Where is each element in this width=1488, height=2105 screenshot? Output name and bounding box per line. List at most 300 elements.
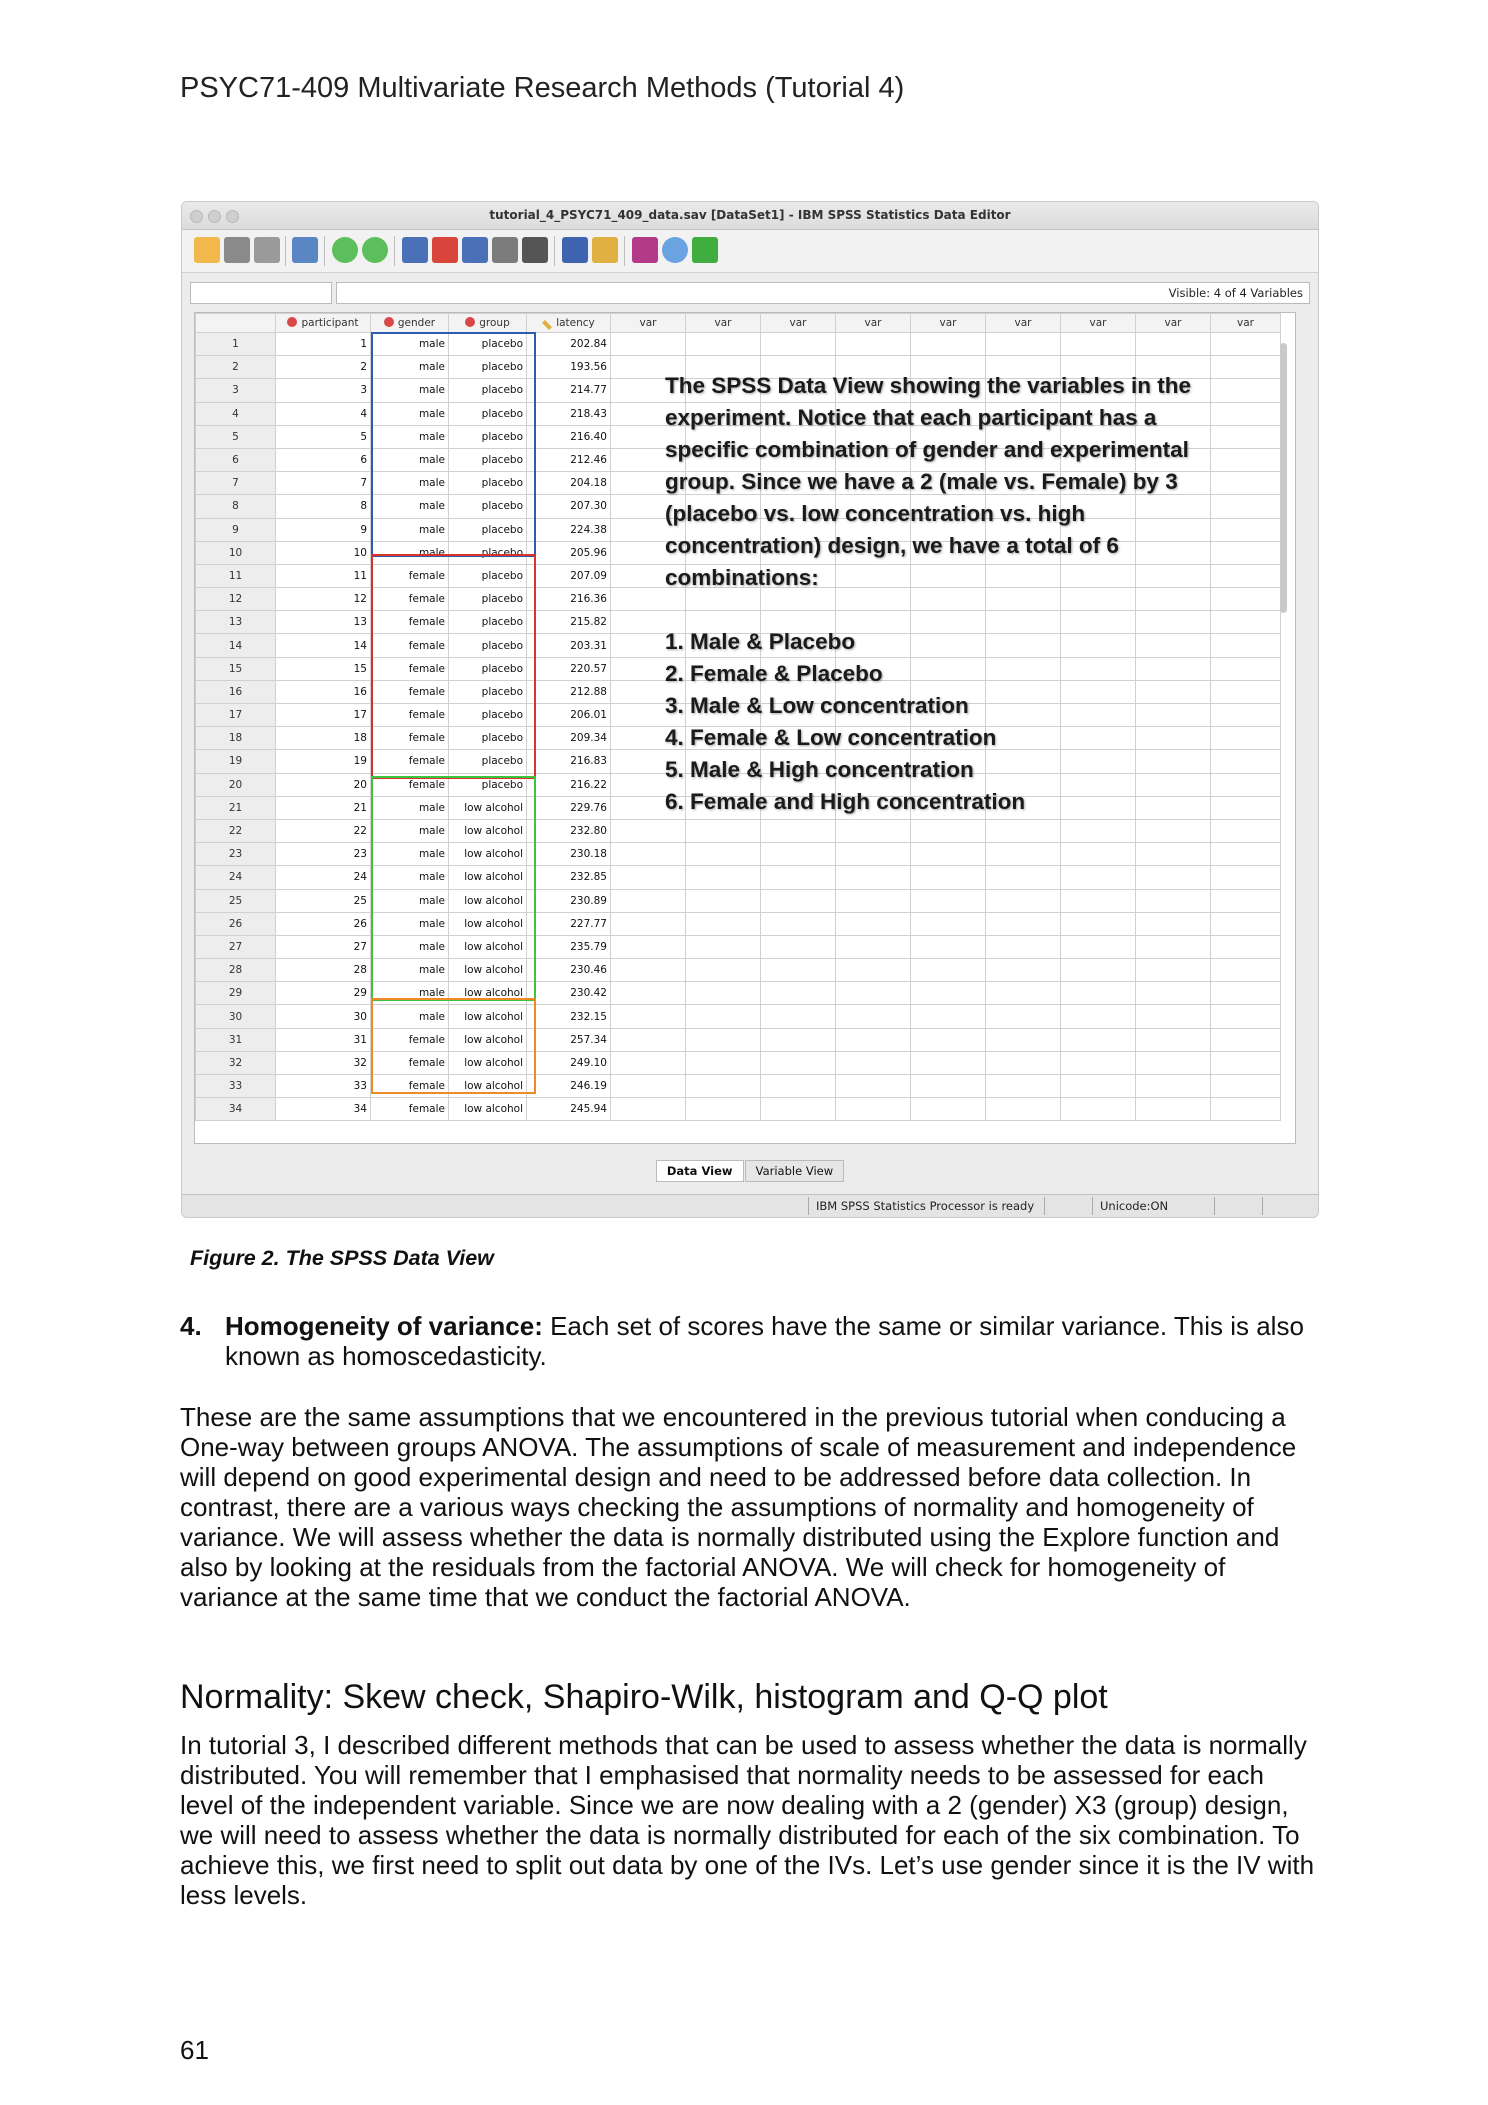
row-number[interactable]: 16: [196, 680, 276, 703]
latency-cell[interactable]: 245.94: [527, 1098, 611, 1121]
group-cell[interactable]: low alcohol: [449, 1051, 527, 1074]
column-header[interactable]: var: [611, 314, 686, 333]
group-cell[interactable]: placebo: [449, 564, 527, 587]
empty-cell[interactable]: [611, 959, 686, 982]
gender-cell[interactable]: male: [371, 935, 449, 958]
empty-cell[interactable]: [761, 819, 836, 842]
group-cell[interactable]: placebo: [449, 657, 527, 680]
latency-cell[interactable]: 230.18: [527, 843, 611, 866]
empty-cell[interactable]: [686, 819, 761, 842]
empty-cell[interactable]: [911, 1098, 986, 1121]
goto-case-icon[interactable]: [402, 237, 428, 263]
participant-cell[interactable]: 10: [276, 541, 371, 564]
gender-cell[interactable]: male: [371, 379, 449, 402]
empty-cell[interactable]: [1211, 1051, 1281, 1074]
goto-variable-icon[interactable]: [432, 237, 458, 263]
empty-cell[interactable]: [911, 1051, 986, 1074]
gender-cell[interactable]: female: [371, 1075, 449, 1098]
empty-cell[interactable]: [1211, 1005, 1281, 1028]
row-number[interactable]: 7: [196, 472, 276, 495]
participant-cell[interactable]: 2: [276, 356, 371, 379]
empty-cell[interactable]: [611, 912, 686, 935]
empty-cell[interactable]: [611, 1075, 686, 1098]
row-number[interactable]: 19: [196, 750, 276, 773]
group-cell[interactable]: placebo: [449, 356, 527, 379]
column-header[interactable]: var: [836, 314, 911, 333]
row-number[interactable]: 11: [196, 564, 276, 587]
participant-cell[interactable]: 9: [276, 518, 371, 541]
row-number[interactable]: 29: [196, 982, 276, 1005]
participant-cell[interactable]: 19: [276, 750, 371, 773]
redo-icon[interactable]: [362, 237, 388, 263]
gender-cell[interactable]: male: [371, 541, 449, 564]
empty-cell[interactable]: [1136, 982, 1211, 1005]
gender-cell[interactable]: male: [371, 448, 449, 471]
empty-cell[interactable]: [761, 843, 836, 866]
gender-cell[interactable]: female: [371, 611, 449, 634]
latency-cell[interactable]: 230.89: [527, 889, 611, 912]
empty-cell[interactable]: [986, 982, 1061, 1005]
latency-cell[interactable]: 232.15: [527, 1005, 611, 1028]
latency-cell[interactable]: 218.43: [527, 402, 611, 425]
participant-cell[interactable]: 22: [276, 819, 371, 842]
empty-cell[interactable]: [1211, 1028, 1281, 1051]
latency-cell[interactable]: 216.40: [527, 425, 611, 448]
empty-cell[interactable]: [836, 1098, 911, 1121]
empty-cell[interactable]: [1136, 935, 1211, 958]
empty-cell[interactable]: [761, 866, 836, 889]
empty-cell[interactable]: [1211, 866, 1281, 889]
empty-cell[interactable]: [836, 1051, 911, 1074]
empty-cell[interactable]: [1061, 819, 1136, 842]
latency-cell[interactable]: 207.09: [527, 564, 611, 587]
empty-cell[interactable]: [1061, 982, 1136, 1005]
save-icon[interactable]: [224, 237, 250, 263]
empty-cell[interactable]: [1061, 889, 1136, 912]
column-header[interactable]: var: [686, 314, 761, 333]
participant-cell[interactable]: 20: [276, 773, 371, 796]
latency-cell[interactable]: 206.01: [527, 704, 611, 727]
empty-cell[interactable]: [611, 935, 686, 958]
empty-cell[interactable]: [911, 912, 986, 935]
row-number[interactable]: 9: [196, 518, 276, 541]
empty-cell[interactable]: [686, 982, 761, 1005]
latency-cell[interactable]: 257.34: [527, 1028, 611, 1051]
empty-cell[interactable]: [611, 866, 686, 889]
gender-cell[interactable]: female: [371, 564, 449, 587]
group-cell[interactable]: low alcohol: [449, 1075, 527, 1098]
participant-cell[interactable]: 5: [276, 425, 371, 448]
latency-cell[interactable]: 216.83: [527, 750, 611, 773]
participant-cell[interactable]: 34: [276, 1098, 371, 1121]
participant-cell[interactable]: 30: [276, 1005, 371, 1028]
empty-cell[interactable]: [1136, 843, 1211, 866]
group-cell[interactable]: low alcohol: [449, 912, 527, 935]
latency-cell[interactable]: 205.96: [527, 541, 611, 564]
group-cell[interactable]: low alcohol: [449, 1098, 527, 1121]
empty-cell[interactable]: [1136, 1098, 1211, 1121]
group-cell[interactable]: placebo: [449, 704, 527, 727]
empty-cell[interactable]: [1211, 889, 1281, 912]
empty-cell[interactable]: [1061, 959, 1136, 982]
participant-cell[interactable]: 12: [276, 588, 371, 611]
empty-cell[interactable]: [911, 843, 986, 866]
empty-cell[interactable]: [1061, 912, 1136, 935]
group-cell[interactable]: placebo: [449, 611, 527, 634]
row-number[interactable]: 13: [196, 611, 276, 634]
gender-cell[interactable]: male: [371, 866, 449, 889]
gender-cell[interactable]: male: [371, 495, 449, 518]
empty-cell[interactable]: [986, 333, 1061, 356]
participant-cell[interactable]: 25: [276, 889, 371, 912]
gender-cell[interactable]: male: [371, 518, 449, 541]
empty-cell[interactable]: [1211, 333, 1281, 356]
participant-cell[interactable]: 21: [276, 796, 371, 819]
row-number[interactable]: 12: [196, 588, 276, 611]
empty-cell[interactable]: [986, 935, 1061, 958]
dialog-recall-icon[interactable]: [292, 237, 318, 263]
empty-cell[interactable]: [1211, 843, 1281, 866]
row-number[interactable]: 15: [196, 657, 276, 680]
empty-cell[interactable]: [836, 333, 911, 356]
latency-cell[interactable]: 207.30: [527, 495, 611, 518]
latency-cell[interactable]: 227.77: [527, 912, 611, 935]
row-number[interactable]: 23: [196, 843, 276, 866]
empty-cell[interactable]: [1211, 819, 1281, 842]
latency-cell[interactable]: 215.82: [527, 611, 611, 634]
empty-cell[interactable]: [1061, 843, 1136, 866]
gender-cell[interactable]: male: [371, 959, 449, 982]
group-cell[interactable]: placebo: [449, 333, 527, 356]
empty-cell[interactable]: [836, 1028, 911, 1051]
gender-cell[interactable]: female: [371, 773, 449, 796]
gender-cell[interactable]: male: [371, 819, 449, 842]
latency-cell[interactable]: 229.76: [527, 796, 611, 819]
find-icon[interactable]: [522, 237, 548, 263]
participant-cell[interactable]: 28: [276, 959, 371, 982]
group-cell[interactable]: placebo: [449, 379, 527, 402]
column-header[interactable]: var: [986, 314, 1061, 333]
empty-cell[interactable]: [986, 843, 1061, 866]
empty-cell[interactable]: [761, 1075, 836, 1098]
latency-cell[interactable]: 230.46: [527, 959, 611, 982]
gender-cell[interactable]: male: [371, 1005, 449, 1028]
empty-cell[interactable]: [986, 1051, 1061, 1074]
group-cell[interactable]: placebo: [449, 727, 527, 750]
empty-cell[interactable]: [911, 889, 986, 912]
empty-cell[interactable]: [1136, 1051, 1211, 1074]
participant-cell[interactable]: 31: [276, 1028, 371, 1051]
latency-cell[interactable]: 220.57: [527, 657, 611, 680]
empty-cell[interactable]: [986, 1028, 1061, 1051]
empty-cell[interactable]: [686, 333, 761, 356]
empty-cell[interactable]: [611, 1005, 686, 1028]
empty-cell[interactable]: [911, 959, 986, 982]
row-number[interactable]: 3: [196, 379, 276, 402]
empty-cell[interactable]: [1211, 1098, 1281, 1121]
empty-cell[interactable]: [611, 889, 686, 912]
latency-cell[interactable]: 216.22: [527, 773, 611, 796]
participant-cell[interactable]: 24: [276, 866, 371, 889]
empty-cell[interactable]: [1136, 959, 1211, 982]
row-number[interactable]: 14: [196, 634, 276, 657]
latency-cell[interactable]: 202.84: [527, 333, 611, 356]
empty-cell[interactable]: [1211, 959, 1281, 982]
print-icon[interactable]: [254, 237, 280, 263]
empty-cell[interactable]: [986, 1075, 1061, 1098]
row-number[interactable]: 34: [196, 1098, 276, 1121]
row-number[interactable]: 22: [196, 819, 276, 842]
group-cell[interactable]: low alcohol: [449, 959, 527, 982]
empty-cell[interactable]: [986, 912, 1061, 935]
empty-cell[interactable]: [686, 959, 761, 982]
row-number[interactable]: 25: [196, 889, 276, 912]
run-descriptives-icon[interactable]: [492, 237, 518, 263]
gender-cell[interactable]: female: [371, 634, 449, 657]
empty-cell[interactable]: [986, 1005, 1061, 1028]
empty-cell[interactable]: [1136, 333, 1211, 356]
empty-cell[interactable]: [986, 959, 1061, 982]
empty-cell[interactable]: [1136, 1028, 1211, 1051]
gender-cell[interactable]: female: [371, 1028, 449, 1051]
participant-cell[interactable]: 32: [276, 1051, 371, 1074]
tab-variable-view[interactable]: Variable View: [745, 1160, 845, 1182]
value-labels-icon[interactable]: [632, 237, 658, 263]
column-header[interactable]: latency: [527, 314, 611, 333]
column-header[interactable]: participant: [276, 314, 371, 333]
row-number[interactable]: 17: [196, 704, 276, 727]
participant-cell[interactable]: 6: [276, 448, 371, 471]
row-number[interactable]: 31: [196, 1028, 276, 1051]
gender-cell[interactable]: male: [371, 472, 449, 495]
row-number[interactable]: 27: [196, 935, 276, 958]
column-header[interactable]: var: [911, 314, 986, 333]
empty-cell[interactable]: [1061, 1005, 1136, 1028]
group-cell[interactable]: low alcohol: [449, 866, 527, 889]
gender-cell[interactable]: male: [371, 356, 449, 379]
empty-cell[interactable]: [761, 333, 836, 356]
empty-cell[interactable]: [1211, 935, 1281, 958]
participant-cell[interactable]: 4: [276, 402, 371, 425]
gender-cell[interactable]: female: [371, 588, 449, 611]
latency-cell[interactable]: 230.42: [527, 982, 611, 1005]
tab-data-view[interactable]: Data View: [656, 1160, 744, 1182]
empty-cell[interactable]: [1136, 1005, 1211, 1028]
empty-cell[interactable]: [911, 866, 986, 889]
empty-cell[interactable]: [836, 982, 911, 1005]
show-all-variables-icon[interactable]: [692, 237, 718, 263]
empty-cell[interactable]: [686, 843, 761, 866]
gender-cell[interactable]: male: [371, 982, 449, 1005]
empty-cell[interactable]: [1061, 1028, 1136, 1051]
empty-cell[interactable]: [1061, 1098, 1136, 1121]
participant-cell[interactable]: 3: [276, 379, 371, 402]
gender-cell[interactable]: female: [371, 1051, 449, 1074]
latency-cell[interactable]: 216.36: [527, 588, 611, 611]
gender-cell[interactable]: male: [371, 796, 449, 819]
group-cell[interactable]: low alcohol: [449, 796, 527, 819]
row-number[interactable]: 5: [196, 425, 276, 448]
empty-cell[interactable]: [986, 889, 1061, 912]
participant-cell[interactable]: 1: [276, 333, 371, 356]
group-cell[interactable]: placebo: [449, 680, 527, 703]
empty-cell[interactable]: [1136, 1075, 1211, 1098]
latency-cell[interactable]: 203.31: [527, 634, 611, 657]
latency-cell[interactable]: 249.10: [527, 1051, 611, 1074]
column-header[interactable]: var: [761, 314, 836, 333]
empty-cell[interactable]: [611, 1051, 686, 1074]
latency-cell[interactable]: 246.19: [527, 1075, 611, 1098]
latency-cell[interactable]: 204.18: [527, 472, 611, 495]
row-number[interactable]: 24: [196, 866, 276, 889]
empty-cell[interactable]: [1136, 866, 1211, 889]
gender-cell[interactable]: female: [371, 680, 449, 703]
empty-cell[interactable]: [686, 1075, 761, 1098]
row-number[interactable]: 30: [196, 1005, 276, 1028]
participant-cell[interactable]: 27: [276, 935, 371, 958]
empty-cell[interactable]: [836, 819, 911, 842]
participant-cell[interactable]: 7: [276, 472, 371, 495]
use-variable-sets-icon[interactable]: [662, 237, 688, 263]
row-number[interactable]: 18: [196, 727, 276, 750]
group-cell[interactable]: low alcohol: [449, 819, 527, 842]
row-number[interactable]: 1: [196, 333, 276, 356]
empty-cell[interactable]: [761, 1005, 836, 1028]
latency-cell[interactable]: 193.56: [527, 356, 611, 379]
empty-cell[interactable]: [911, 935, 986, 958]
empty-cell[interactable]: [611, 982, 686, 1005]
empty-cell[interactable]: [836, 935, 911, 958]
empty-cell[interactable]: [1136, 912, 1211, 935]
row-number[interactable]: 21: [196, 796, 276, 819]
empty-cell[interactable]: [761, 959, 836, 982]
empty-cell[interactable]: [911, 819, 986, 842]
gender-cell[interactable]: male: [371, 425, 449, 448]
empty-cell[interactable]: [686, 1028, 761, 1051]
empty-cell[interactable]: [836, 866, 911, 889]
empty-cell[interactable]: [836, 843, 911, 866]
insert-variable-icon[interactable]: [592, 237, 618, 263]
empty-cell[interactable]: [1061, 1051, 1136, 1074]
group-cell[interactable]: placebo: [449, 773, 527, 796]
latency-cell[interactable]: 232.85: [527, 866, 611, 889]
gender-cell[interactable]: male: [371, 912, 449, 935]
participant-cell[interactable]: 14: [276, 634, 371, 657]
empty-cell[interactable]: [836, 889, 911, 912]
empty-cell[interactable]: [686, 1098, 761, 1121]
undo-icon[interactable]: [332, 237, 358, 263]
latency-cell[interactable]: 235.79: [527, 935, 611, 958]
row-number[interactable]: 32: [196, 1051, 276, 1074]
empty-cell[interactable]: [611, 819, 686, 842]
row-number[interactable]: 4: [196, 402, 276, 425]
group-cell[interactable]: low alcohol: [449, 889, 527, 912]
group-cell[interactable]: low alcohol: [449, 1005, 527, 1028]
gender-cell[interactable]: male: [371, 889, 449, 912]
gender-cell[interactable]: male: [371, 402, 449, 425]
column-header[interactable]: group: [449, 314, 527, 333]
latency-cell[interactable]: 224.38: [527, 518, 611, 541]
empty-cell[interactable]: [761, 935, 836, 958]
gender-cell[interactable]: female: [371, 1098, 449, 1121]
group-cell[interactable]: low alcohol: [449, 982, 527, 1005]
participant-cell[interactable]: 33: [276, 1075, 371, 1098]
empty-cell[interactable]: [761, 1028, 836, 1051]
row-number[interactable]: 33: [196, 1075, 276, 1098]
group-cell[interactable]: placebo: [449, 495, 527, 518]
group-cell[interactable]: placebo: [449, 634, 527, 657]
cell-value-field[interactable]: [336, 282, 1310, 304]
empty-cell[interactable]: [836, 1005, 911, 1028]
empty-cell[interactable]: [761, 982, 836, 1005]
vertical-scrollbar[interactable]: [1280, 343, 1287, 613]
empty-cell[interactable]: [1136, 889, 1211, 912]
participant-cell[interactable]: 16: [276, 680, 371, 703]
group-cell[interactable]: placebo: [449, 750, 527, 773]
participant-cell[interactable]: 17: [276, 704, 371, 727]
empty-cell[interactable]: [911, 1005, 986, 1028]
empty-cell[interactable]: [611, 843, 686, 866]
participant-cell[interactable]: 13: [276, 611, 371, 634]
group-cell[interactable]: low alcohol: [449, 935, 527, 958]
cell-reference-field[interactable]: [190, 282, 332, 304]
gender-cell[interactable]: male: [371, 843, 449, 866]
participant-cell[interactable]: 29: [276, 982, 371, 1005]
empty-cell[interactable]: [686, 912, 761, 935]
row-number[interactable]: 26: [196, 912, 276, 935]
group-cell[interactable]: low alcohol: [449, 1028, 527, 1051]
row-number[interactable]: 20: [196, 773, 276, 796]
empty-cell[interactable]: [836, 959, 911, 982]
row-number[interactable]: 8: [196, 495, 276, 518]
latency-cell[interactable]: 212.88: [527, 680, 611, 703]
empty-cell[interactable]: [761, 912, 836, 935]
empty-cell[interactable]: [686, 1005, 761, 1028]
participant-cell[interactable]: 18: [276, 727, 371, 750]
row-number[interactable]: 6: [196, 448, 276, 471]
empty-cell[interactable]: [1211, 1075, 1281, 1098]
empty-cell[interactable]: [686, 866, 761, 889]
group-cell[interactable]: placebo: [449, 472, 527, 495]
empty-cell[interactable]: [911, 982, 986, 1005]
empty-cell[interactable]: [911, 333, 986, 356]
empty-cell[interactable]: [1136, 819, 1211, 842]
group-cell[interactable]: placebo: [449, 518, 527, 541]
column-header[interactable]: gender: [371, 314, 449, 333]
empty-cell[interactable]: [611, 333, 686, 356]
group-cell[interactable]: placebo: [449, 448, 527, 471]
gender-cell[interactable]: male: [371, 333, 449, 356]
group-cell[interactable]: placebo: [449, 425, 527, 448]
participant-cell[interactable]: 23: [276, 843, 371, 866]
group-cell[interactable]: placebo: [449, 541, 527, 564]
empty-cell[interactable]: [836, 1075, 911, 1098]
group-cell[interactable]: placebo: [449, 402, 527, 425]
empty-cell[interactable]: [686, 935, 761, 958]
insert-cases-icon[interactable]: [562, 237, 588, 263]
empty-cell[interactable]: [611, 1028, 686, 1051]
empty-cell[interactable]: [986, 866, 1061, 889]
variables-icon[interactable]: [462, 237, 488, 263]
row-number[interactable]: 10: [196, 541, 276, 564]
empty-cell[interactable]: [1211, 912, 1281, 935]
gender-cell[interactable]: female: [371, 727, 449, 750]
column-header[interactable]: var: [1211, 314, 1281, 333]
column-header[interactable]: var: [1136, 314, 1211, 333]
gender-cell[interactable]: female: [371, 657, 449, 680]
empty-cell[interactable]: [686, 889, 761, 912]
row-number[interactable]: 2: [196, 356, 276, 379]
